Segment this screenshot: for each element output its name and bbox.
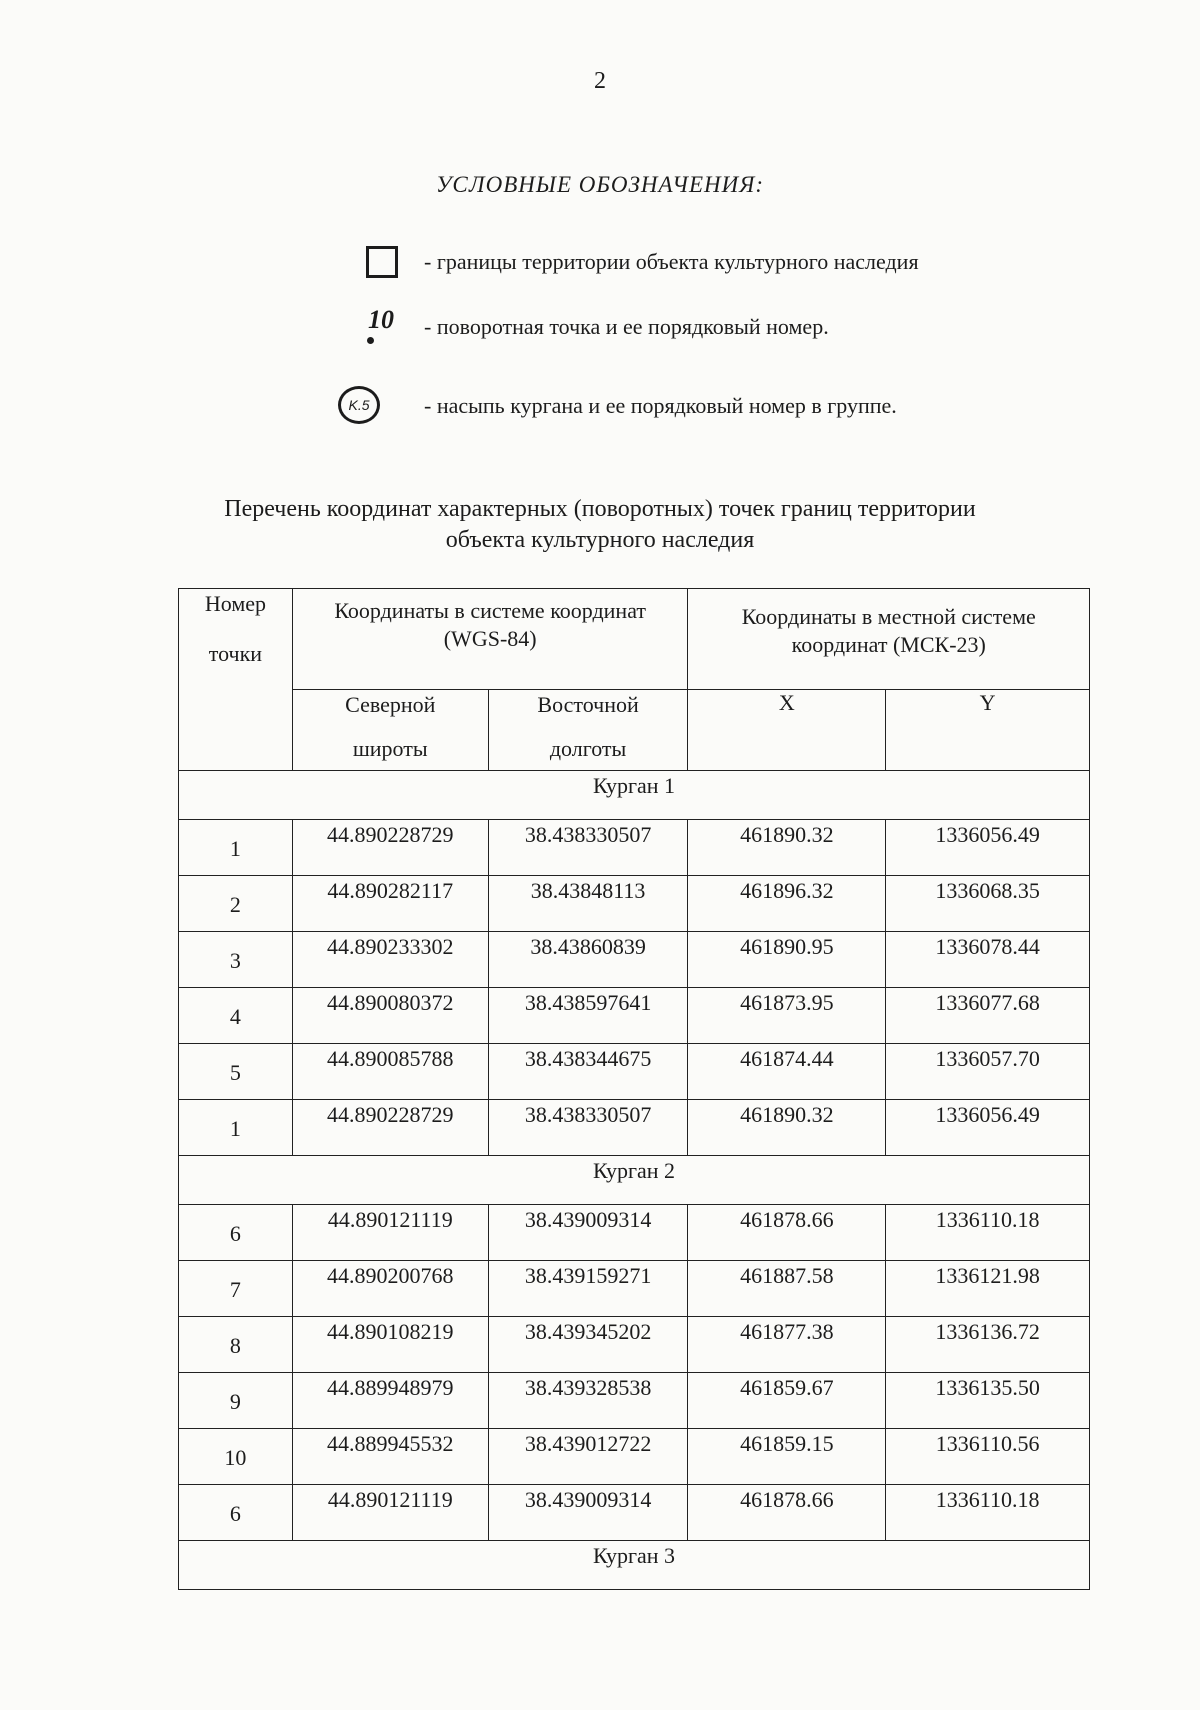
x-cell: 461890.32 bbox=[688, 1100, 886, 1156]
table-row bbox=[179, 1373, 1090, 1429]
point-number-cell: 1 bbox=[179, 1100, 293, 1156]
x-cell: 461859.67 bbox=[688, 1373, 886, 1429]
table-title-line-1: Перечень координат характерных (поворотных) точек границ территории bbox=[224, 496, 976, 522]
x-cell: 461874.44 bbox=[688, 1044, 886, 1100]
longitude-cell: 38.43848113 bbox=[488, 876, 688, 932]
point-number-cell: 6 bbox=[179, 1205, 293, 1261]
longitude-cell: 38.438344675 bbox=[488, 1044, 688, 1100]
table-header-row bbox=[179, 589, 1090, 690]
table-row bbox=[179, 1429, 1090, 1485]
header-x: X bbox=[688, 690, 886, 771]
y-cell: 1336135.50 bbox=[886, 1373, 1090, 1429]
longitude-cell: 38.439159271 bbox=[488, 1261, 688, 1317]
group-row bbox=[179, 771, 1090, 820]
legend-item-kurgan bbox=[348, 384, 897, 428]
table-title bbox=[0, 494, 1200, 556]
table-row bbox=[179, 1100, 1090, 1156]
page-number: 2 bbox=[594, 68, 606, 94]
longitude-cell: 38.439012722 bbox=[488, 1429, 688, 1485]
header-longitude-top: Восточной bbox=[537, 692, 639, 717]
x-cell: 461878.66 bbox=[688, 1485, 886, 1541]
latitude-cell: 44.890233302 bbox=[292, 932, 488, 988]
x-cell: 461859.15 bbox=[688, 1429, 886, 1485]
legend-item-boundary bbox=[362, 240, 919, 284]
longitude-cell: 38.439328538 bbox=[488, 1373, 688, 1429]
header-point-number bbox=[179, 589, 293, 771]
point-number-cell: 4 bbox=[179, 988, 293, 1044]
latitude-cell: 44.890282117 bbox=[292, 876, 488, 932]
x-cell: 461878.66 bbox=[688, 1205, 886, 1261]
x-cell: 461896.32 bbox=[688, 876, 886, 932]
table-title-line-2: объекта культурного наследия bbox=[445, 527, 755, 553]
turning-point-symbol: 10 bbox=[368, 305, 394, 334]
header-wgs84-line-1: Координаты в системе координат bbox=[334, 598, 647, 623]
latitude-cell: 44.889948979 bbox=[292, 1373, 488, 1429]
latitude-cell: 44.890121119 bbox=[292, 1485, 488, 1541]
x-cell: 461877.38 bbox=[688, 1317, 886, 1373]
coordinates-table bbox=[178, 588, 1090, 1590]
legend-item-label: - насыпь кургана и ее порядковый номер в группе. bbox=[424, 393, 897, 418]
x-cell: 461890.32 bbox=[688, 820, 886, 876]
kurgan-symbol: K.5 bbox=[338, 386, 380, 424]
latitude-cell: 44.890085788 bbox=[292, 1044, 488, 1100]
point-number-cell: 6 bbox=[179, 1485, 293, 1541]
latitude-cell: 44.890228729 bbox=[292, 820, 488, 876]
header-longitude-bottom: долготы bbox=[549, 736, 627, 761]
longitude-cell: 38.439345202 bbox=[488, 1317, 688, 1373]
kurgan-mound-icon bbox=[348, 384, 414, 428]
group-label: Курган 2 bbox=[179, 1156, 1090, 1205]
header-msk23 bbox=[688, 589, 1090, 690]
table-subheader-row bbox=[179, 690, 1090, 771]
table-row bbox=[179, 988, 1090, 1044]
point-number-cell: 7 bbox=[179, 1261, 293, 1317]
latitude-cell: 44.890228729 bbox=[292, 1100, 488, 1156]
point-number-cell: 8 bbox=[179, 1317, 293, 1373]
table-row bbox=[179, 1485, 1090, 1541]
header-wgs84 bbox=[292, 589, 688, 690]
y-cell: 1336078.44 bbox=[886, 932, 1090, 988]
y-cell: 1336056.49 bbox=[886, 820, 1090, 876]
header-msk23-line-1: Координаты в местной системе bbox=[741, 604, 1036, 629]
legend-item-turning-point bbox=[362, 305, 829, 349]
table-row bbox=[179, 1261, 1090, 1317]
table-row bbox=[179, 820, 1090, 876]
y-cell: 1336121.98 bbox=[886, 1261, 1090, 1317]
group-row bbox=[179, 1541, 1090, 1590]
latitude-cell: 44.890108219 bbox=[292, 1317, 488, 1373]
latitude-cell: 44.889945532 bbox=[292, 1429, 488, 1485]
header-latitude bbox=[292, 690, 488, 771]
header-longitude bbox=[488, 690, 688, 771]
header-point-number-top: Номер bbox=[204, 591, 266, 616]
legend-title: УСЛОВНЫЕ ОБОЗНАЧЕНИЯ: bbox=[435, 172, 765, 197]
square-boundary-icon bbox=[362, 240, 414, 284]
longitude-cell: 38.438330507 bbox=[488, 820, 688, 876]
group-label: Курган 3 bbox=[179, 1541, 1090, 1590]
latitude-cell: 44.890121119 bbox=[292, 1205, 488, 1261]
longitude-cell: 38.43860839 bbox=[488, 932, 688, 988]
group-label: Курган 1 bbox=[179, 771, 1090, 820]
point-number-cell: 9 bbox=[179, 1373, 293, 1429]
y-cell: 1336110.18 bbox=[886, 1485, 1090, 1541]
y-cell: 1336136.72 bbox=[886, 1317, 1090, 1373]
x-cell: 461887.58 bbox=[688, 1261, 886, 1317]
table-row bbox=[179, 1205, 1090, 1261]
longitude-cell: 38.439009314 bbox=[488, 1205, 688, 1261]
longitude-cell: 38.439009314 bbox=[488, 1485, 688, 1541]
table-row bbox=[179, 932, 1090, 988]
y-cell: 1336110.18 bbox=[886, 1205, 1090, 1261]
latitude-cell: 44.890200768 bbox=[292, 1261, 488, 1317]
legend-item-label: - поворотная точка и ее порядковый номер. bbox=[424, 314, 829, 339]
table-row bbox=[179, 1044, 1090, 1100]
x-cell: 461873.95 bbox=[688, 988, 886, 1044]
point-number-cell: 2 bbox=[179, 876, 293, 932]
point-number-cell: 3 bbox=[179, 932, 293, 988]
longitude-cell: 38.438597641 bbox=[488, 988, 688, 1044]
header-point-number-bottom: точки bbox=[208, 641, 263, 666]
y-cell: 1336068.35 bbox=[886, 876, 1090, 932]
y-cell: 1336077.68 bbox=[886, 988, 1090, 1044]
table-row bbox=[179, 876, 1090, 932]
point-number-cell: 1 bbox=[179, 820, 293, 876]
header-latitude-top: Северной bbox=[345, 692, 436, 717]
latitude-cell: 44.890080372 bbox=[292, 988, 488, 1044]
header-wgs84-line-2: (WGS-84) bbox=[443, 626, 537, 651]
longitude-cell: 38.438330507 bbox=[488, 1100, 688, 1156]
point-number-cell: 10 bbox=[179, 1429, 293, 1485]
header-latitude-bottom: широты bbox=[352, 736, 428, 761]
turning-point-icon bbox=[362, 305, 414, 349]
y-cell: 1336056.49 bbox=[886, 1100, 1090, 1156]
legend-item-label: - границы территории объекта культурного наследия bbox=[424, 249, 919, 274]
y-cell: 1336110.56 bbox=[886, 1429, 1090, 1485]
group-row bbox=[179, 1156, 1090, 1205]
table-row bbox=[179, 1317, 1090, 1373]
y-cell: 1336057.70 bbox=[886, 1044, 1090, 1100]
point-number-cell: 5 bbox=[179, 1044, 293, 1100]
header-y: Y bbox=[886, 690, 1090, 771]
header-msk23-line-2: координат (МСК-23) bbox=[791, 632, 986, 657]
x-cell: 461890.95 bbox=[688, 932, 886, 988]
